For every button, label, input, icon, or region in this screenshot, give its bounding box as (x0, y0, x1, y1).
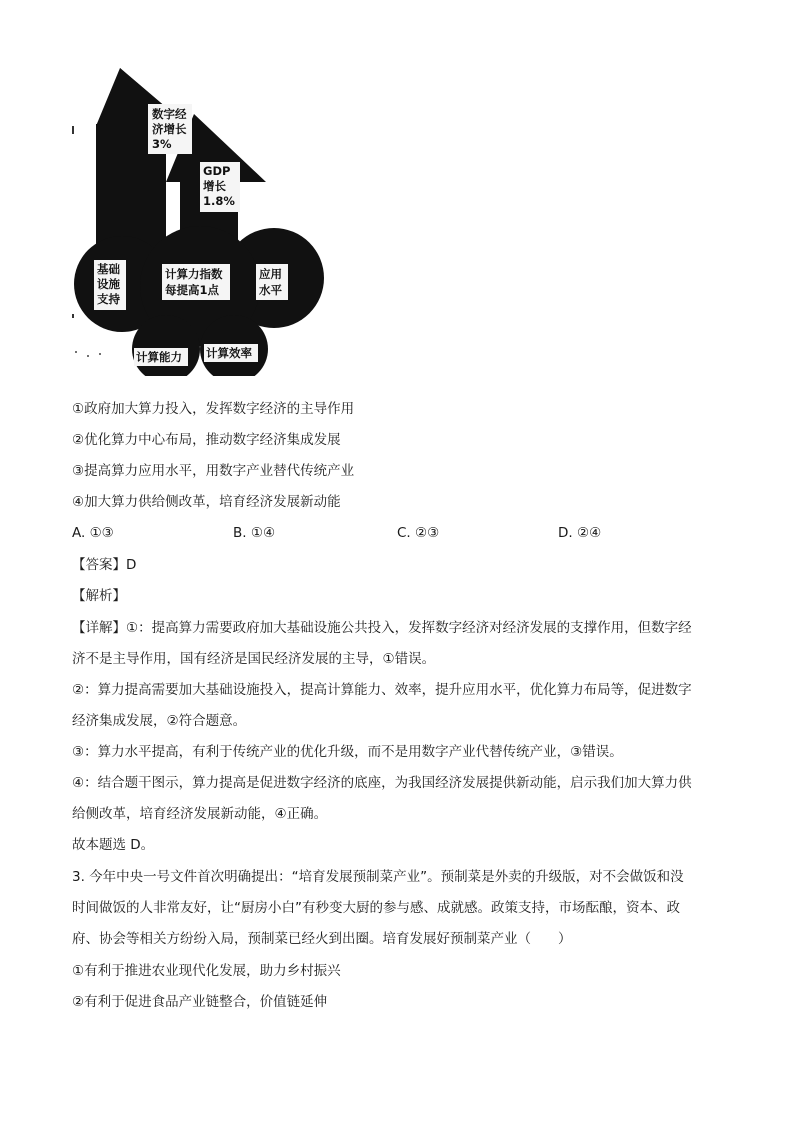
right-circle-label-2: 水平 (259, 283, 282, 297)
detail-paragraph-2 (72, 675, 722, 737)
arrow-right-label-2: 增长 (203, 179, 226, 193)
detail-line: 故本题选 D。 (72, 837, 155, 853)
detail-line: ④：结合题干图示，算力提高是促进数字经济的底座，为我国经济发展提供新动能，启示我们加大算力供 (72, 775, 692, 791)
question-line: 3. 今年中央一号文件首次明确提出：“培育发展预制菜产业”。预制菜是外卖的升级版，对不会做饭和没 (72, 869, 684, 885)
detail-line: ②：算力提高需要加大基础设施投入，提高计算能力、效率，提升应用水平，优化算力布局等，促进数字 (72, 682, 692, 698)
answer-value: D (126, 557, 137, 573)
detail-paragraph-4 (72, 768, 722, 830)
answer-tag: 【答案】 (72, 557, 126, 573)
arrow-right-label-3: 1.8% (203, 194, 235, 208)
answer-options (72, 525, 732, 543)
detail-line: ③：算力水平提高，有利于传统产业的优化升级，而不是用数字产业代替传统产业，③错误。 (72, 744, 623, 760)
arrow-left-label-1: 数字经 (152, 107, 187, 121)
statement-2: ②优化算力中心布局，推动数字经济集成发展 (72, 432, 341, 448)
right-circle-label-1: 应用 (259, 267, 282, 281)
question-3-statement-2: ②有利于促进食品产业链整合，价值链延伸 (72, 994, 328, 1010)
option-d: D. ②④ (558, 525, 602, 541)
bottom-left-label: 计算能力 (136, 350, 182, 364)
option-a: A. ①③ (72, 525, 114, 541)
statement-4: ④加大算力供给侧改革，培育经济发展新动能 (72, 494, 341, 510)
detail-line: 经济集成发展，②符合题意。 (72, 713, 247, 729)
option-c: C. ②③ (397, 525, 440, 541)
detail-line: 【详解】①：提高算力需要政府加大基础设施公共投入，发挥数字经济对经济发展的支撑作用，但数字经 (72, 620, 692, 636)
question-3-stem (72, 862, 722, 955)
option-b: B. ①④ (233, 525, 276, 541)
compute-power-diagram (70, 66, 332, 376)
bottom-right-label: 计算效率 (206, 346, 252, 360)
question-line: 府、协会等相关方纷纷入局，预制菜已经火到出圈。培育发展好预制菜产业（ ） (72, 931, 572, 947)
arrow-left-label-2: 济增长 (152, 122, 187, 136)
arrow-right-label-1: GDP (203, 164, 231, 178)
left-circle-label-2: 设施 (97, 277, 120, 291)
left-circle-label-3: 支持 (97, 292, 120, 306)
question-3-statement-1: ①有利于推进农业现代化发展，助力乡村振兴 (72, 963, 341, 979)
detail-line: 给侧改革，培育经济发展新动能，④正确。 (72, 806, 328, 822)
detail-conclusion (72, 830, 722, 861)
detail-paragraph-3 (72, 737, 722, 768)
statement-1: ①政府加大算力投入，发挥数字经济的主导作用 (72, 401, 355, 417)
answer-line (72, 556, 136, 574)
statement-3: ③提高算力应用水平，用数字产业替代传统产业 (72, 463, 355, 479)
analysis-tag: 【解析】 (72, 588, 126, 604)
center-label-1: 计算力指数 (165, 267, 223, 281)
center-label-2: 每提高1点 (165, 283, 220, 297)
detail-paragraph-1 (72, 613, 722, 675)
arrow-left-label-3: 3% (152, 137, 172, 151)
detail-line: 济不是主导作用，国有经济是国民经济发展的主导，①错误。 (72, 651, 436, 667)
question-line: 时间做饭的人非常友好，让“厨房小白”有秒变大厨的参与感、成就感。政策支持，市场酝酿，资本、政 (72, 900, 680, 916)
left-circle-label-1: 基础 (97, 262, 120, 276)
